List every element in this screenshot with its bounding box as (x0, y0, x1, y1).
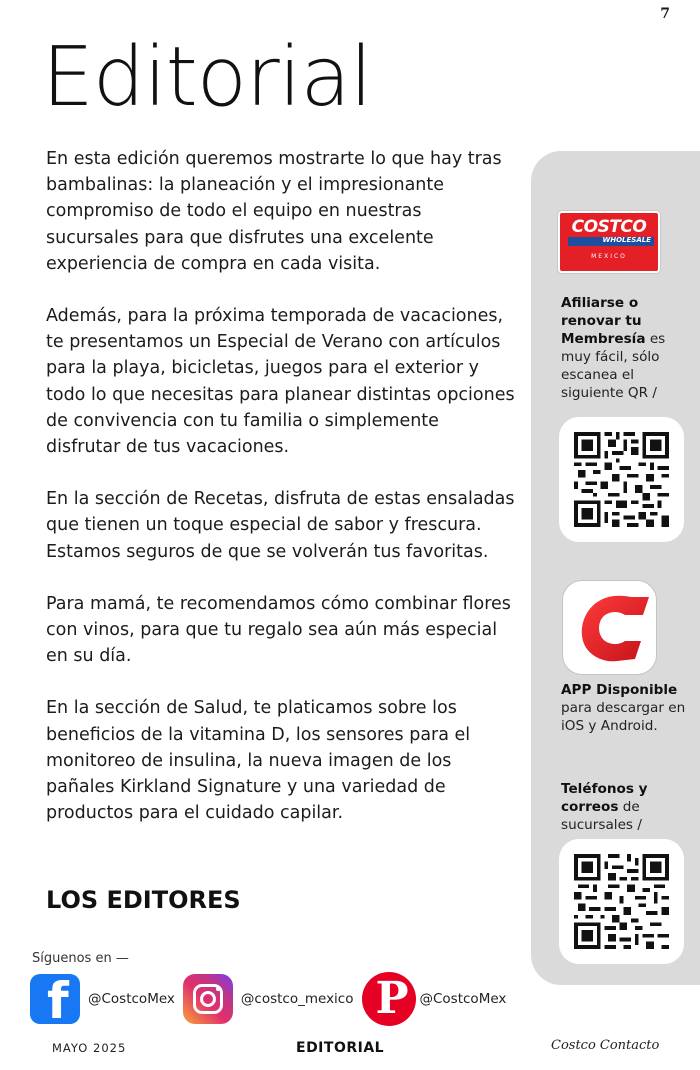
instagram-handle: @costco_mexico (240, 991, 354, 1007)
paragraph-summer: Además, para la próxima temporada de vacaciones, te presentamos un Especial de Verano con artículos para la playa, bicicletas, juegos para el exterior y todo lo que necesitas para planear distintas opciones de convivencia con tu familia o simplemente disfrutar de tus vacaciones. (46, 306, 515, 458)
membership-qr-card[interactable] (559, 417, 684, 542)
contact-description: de sucursales / (561, 799, 642, 833)
app-text (561, 681, 696, 735)
app-heading: APP Disponible (561, 682, 678, 698)
footer-publication: Costco Contacto (551, 1038, 660, 1053)
costco-app-logo-icon (567, 585, 653, 671)
app-description: para descargar en iOS y Android. (561, 700, 686, 734)
page-title: Editorial (42, 30, 372, 125)
follow-label: Síguenos en — (32, 951, 129, 966)
mexico-text: MEXICO (591, 253, 627, 260)
footer-section: EDITORIAL (296, 1040, 385, 1056)
contact-qr-card[interactable] (559, 839, 684, 964)
page-number: 7 (660, 6, 670, 22)
facebook-icon: f (30, 974, 80, 1024)
costco-membership-card (558, 211, 660, 273)
membership-heading: Afiliarse o renovar tu Membresía (561, 295, 646, 347)
paragraph-mom: Para mamá, te recomendamos cómo combinar flores con vinos, para que tu regalo sea aún más especial en su día. (46, 593, 511, 667)
membership-description: es muy fácil, sólo escanea el siguiente QR / (561, 331, 666, 401)
social-item-pinterest[interactable] (362, 972, 507, 1026)
wholesale-text: WHOLESALE (602, 236, 651, 244)
contact-text (561, 780, 696, 834)
social-item-facebook[interactable] (30, 974, 175, 1024)
qr-code-icon (574, 432, 669, 527)
facebook-handle: @CostcoMex (88, 991, 175, 1007)
pinterest-handle: @CostcoMex (419, 991, 507, 1007)
app-icon[interactable] (562, 580, 657, 675)
social-links (30, 972, 514, 1026)
qr-code-icon (574, 854, 669, 949)
editors-signature: LOS EDITORES (46, 886, 241, 914)
paragraph-recipes: En la sección de Recetas, disfruta de estas ensaladas que tienen un toque especial de sabor y frescura. Estamos seguros de que se volverán tus favoritas. (46, 489, 515, 562)
contact-heading: Teléfonos y correos (561, 781, 648, 815)
footer-date: MAYO 2025 (52, 1041, 127, 1055)
social-item-instagram[interactable] (183, 974, 354, 1024)
editorial-body (46, 146, 516, 852)
membership-text (561, 294, 696, 402)
instagram-icon (183, 974, 233, 1024)
paragraph-intro: En esta edición queremos mostrarte lo que hay tras bambalinas: la planeación y el impresionante compromiso de todo el equipo en nuestras sucursales para que disfrutes una excelente experiencia de compra en cada visita. (46, 149, 502, 274)
pinterest-icon: P (362, 972, 416, 1026)
paragraph-health: En la sección de Salud, te platicamos sobre los beneficios de la vitamina D, los sensores para el monitoreo de insulina, la nueva imagen de los pañales Kirkland Signature y una variedad de productos para el cuidado capilar. (46, 698, 471, 824)
costco-wordmark: COSTCO (571, 217, 647, 237)
